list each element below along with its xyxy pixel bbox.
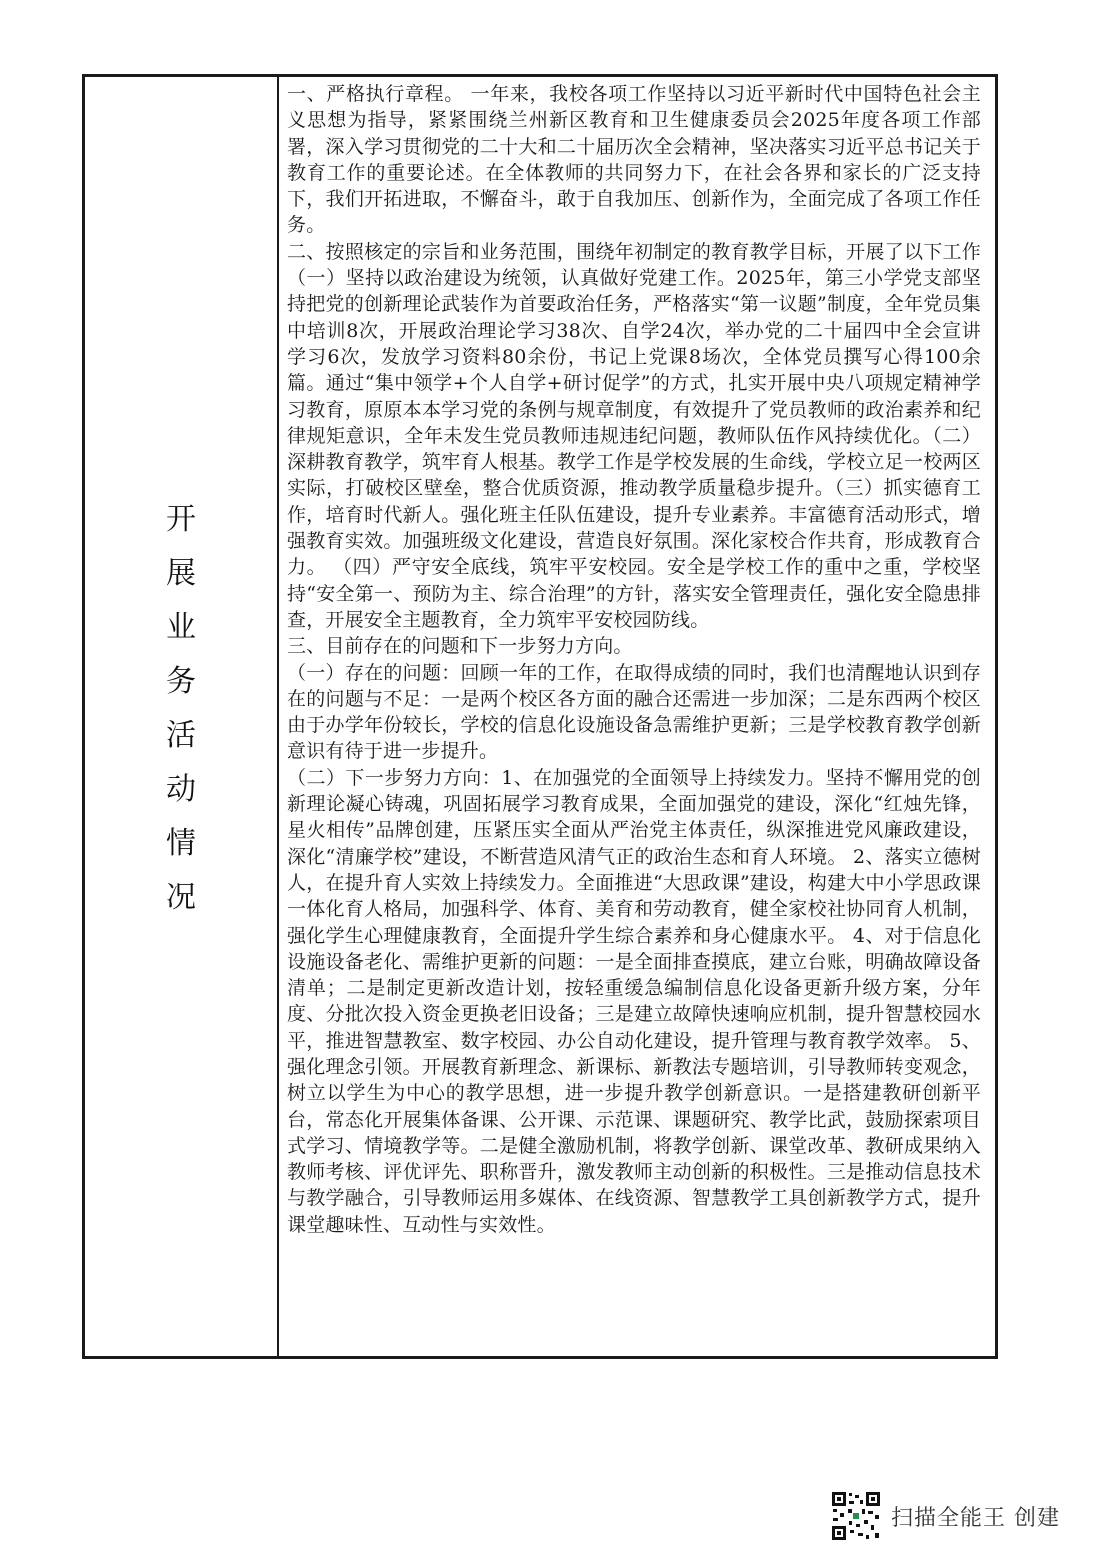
row-label-char: 展 — [166, 556, 196, 591]
paragraph-charter: 一、严格执行章程。 一年来，我校各项工作坚持以习近平新时代中国特色社会主义思想为指导，紧紧围绕兰州新区教育和卫生健康委员会2025年度各项工作部署，深入学习贯彻党的二十大和二十届历次全会精神，坚决落实习近平总书记关于教育工作的重要论述。在全体教师的共同努力下，在社会各界和家长的广泛支持下，我们开拓进取，不懈奋斗，敢于自我加压、创新作为，全面完成了各项工作任务。 — [287, 83, 981, 237]
row-label-char: 务 — [166, 664, 196, 699]
paragraph-next-steps: （二）下一步努力方向：1、在加强党的全面领导上持续发力。坚持不懈用党的创新理论凝心铸魂，巩固拓展学习教育成果，全面加强党的建设，深化“红烛先锋，星火相传”品牌创建，压紧压实全面从严治党主体责任，纵深推进党风廉政建设，深化“清廉学校”建设，不断营造风清气正的政治生态和育人环境。 2、落实立德树人，在提升育人实效上持续发力。全面推进“大思政课”建设，构建大中小学思政课一体化育人格局，加强科学、体育、美育和劳动教育，健全家校社协同育人机制，强化学生心理健康教育，全面提升学生综合素养和身心健康水平。 4、对于信息化设施设备老化、需维护更新的问题：一是全面排查摸底，建立台账，明确故障设备清单；二是制定更新改造计划，按轻重缓急编制信息化设备更新升级方案，分年度、分批次投入资金更换老旧设备；三是建立故障快速响应机制，提升智慧校园水平，推进智慧教室、数字校园、办公自动化建设，提升管理与教育教学效率。 5、强化理念引领。开展教育新理念、新课标、新教法专题培训，引导教师转变观念，树立以学生为中心的教学思想，进一步提升教学创新意识。一是搭建教研创新平台，常态化开展集体备课、公开课、示范课、课题研究、教学比武，鼓励探索项目式学习、情境教学等。二是健全激励机制，将教学创新、课堂改革、教研成果纳入教师考核、评优评先、职称晋升，激发教师主动创新的积极性。三是推动信息技术与教学融合，引导教师运用多媒体、在线资源、智慧教学工具创新教学方式，提升课堂趣味性、互动性与实效性。 — [287, 766, 981, 1236]
row-label-char: 开 — [166, 502, 196, 537]
paragraph-problems-heading: 三、目前存在的问题和下一步努力方向。 — [287, 635, 633, 658]
paragraph-business-scope: 二、按照核定的宗旨和业务范围，围绕年初制定的教育教学目标，开展了以下工作 （一）坚持以政治建设为统领，认真做好党建工作。2025年，第三小学党支部坚持把党的创新理论武装作为首要政治任务，严格落实“第一议题”制度，全年党员集中培训8次，开展政治理论学习38次、自学24次，举办党的二十届四中全会宣讲学习6次，发放学习资料80余份，书记上党课8场次，全体党员撰写心得100余篇。通过“集中领学+个人自学+研讨促学”的方式，扎实开展中央八项规定精神学习教育，原原本本学习党的条例与规章制度，有效提升了党员教师的政治素养和纪律规矩意识，全年未发生党员教师违规违纪问题，教师队伍作风持续优化。（二）深耕教育教学，筑牢育人根基。教学工作是学校发展的生命线，学校立足一校两区实际，打破校区壁垒，整合优质资源，推动教学质量稳步提升。（三）抓实德育工作，培育时代新人。强化班主任队伍建设，提升专业素养。丰富德育活动形式，增强教育实效。加强班级文化建设，营造良好氛围。深化家校合作共育，形成教育合力。 （四）严守安全底线，筑牢平安校园。安全是学校工作的重中之重，学校坚持“安全第一、预防为主、综合治理”的方针，落实安全管理责任，强化安全隐患排查，开展安全主题教育，全力筑牢平安校园防线。 — [287, 240, 981, 631]
row-label-char: 况 — [166, 880, 196, 915]
row-label-char: 情 — [166, 826, 196, 861]
row-label-char: 活 — [166, 718, 196, 753]
scanner-watermark — [831, 1491, 1060, 1541]
scanner-label: 扫描全能王 创建 — [891, 1505, 1060, 1531]
paragraph-existing-problems: （一）存在的问题：回顾一年的工作，在取得成绩的同时，我们也清醒地认识到存在的问题与不足：一是两个校区各方面的融合还需进一步加深；二是东西两个校区由于办学年份较长，学校的信息化设施设备急需维护更新；三是学校教育教学创新意识有待于进一步提升。 — [287, 661, 981, 763]
report-content-cell — [279, 77, 995, 1356]
row-label-char: 业 — [166, 610, 196, 645]
row-label-char: 动 — [166, 772, 196, 807]
row-label-vertical — [85, 502, 277, 937]
row-label-cell — [85, 77, 279, 1356]
activity-report-table — [82, 74, 998, 1359]
qr-code-icon — [831, 1491, 881, 1541]
